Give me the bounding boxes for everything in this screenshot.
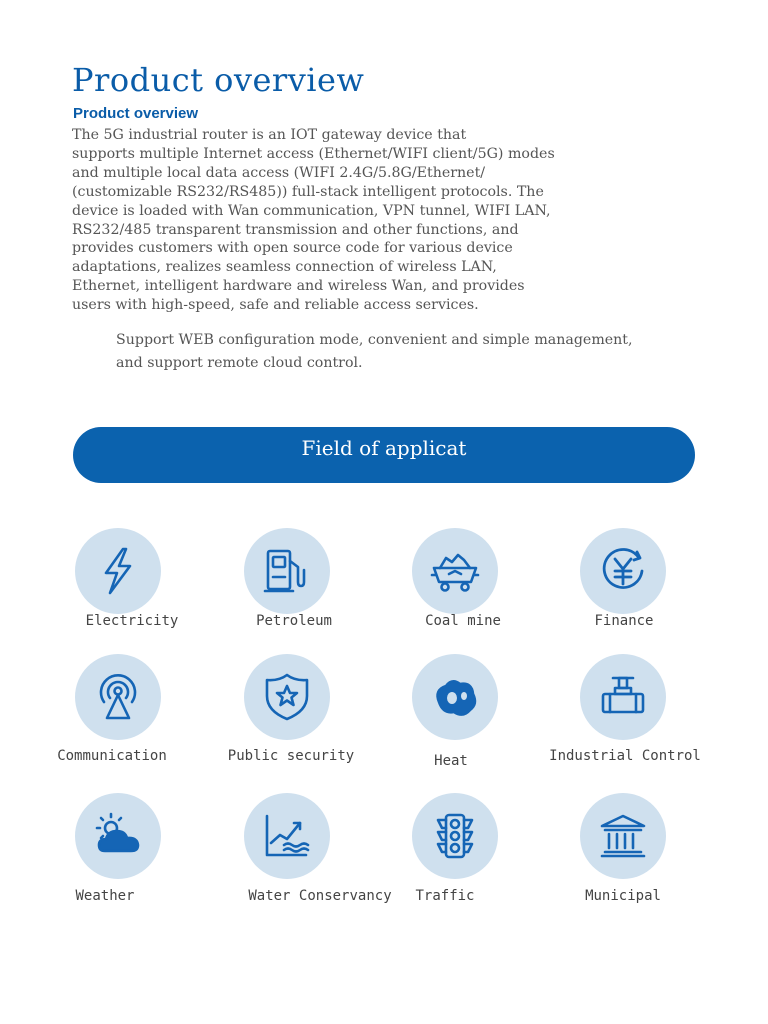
overview-paragraph: The 5G industrial router is an IOT gateway device that supports multiple Internet access (Ethernet/WIFI client/5G) modes and multiple local data access (WIFI 2.4G/5.8G/Ethernet/ (customizable RS232/RS485)) full-stack intelligent protocols. The device is loaded with Wan communication, VPN tunnel, WIFI LAN, RS232/485 transparent transmission and other functions, and provides customers with open source code for various device adaptations, realizes seamless connection of wireless LAN, Ethernet, intelligent hardware and wireless Wan, and provides users with high-speed, safe and reliable access services. xyxy=(72,127,555,314)
field-label-industrial-control: Industrial Control xyxy=(549,748,701,764)
field-label-weather: Weather xyxy=(75,888,135,904)
field-label-finance: Finance xyxy=(594,613,654,629)
section-subheading: Product overview xyxy=(73,105,199,122)
sun-cloud-icon xyxy=(75,793,161,879)
field-label-communication: Communication xyxy=(57,748,167,764)
heat-icon xyxy=(412,654,498,740)
fuel-pump-icon xyxy=(244,528,330,614)
building-columns-icon xyxy=(580,793,666,879)
field-label-public-security: Public security xyxy=(227,748,355,764)
yen-coin-icon xyxy=(580,528,666,614)
field-label-municipal: Municipal xyxy=(585,888,661,904)
field-label-traffic: Traffic xyxy=(415,888,475,904)
page-title: Product overview xyxy=(72,61,365,99)
field-label-electricity: Electricity xyxy=(85,613,179,629)
web-config-paragraph: Support WEB configuration mode, convenient and simple management, and support remote cloud control. xyxy=(116,332,633,371)
field-label-water-conservancy: Water Conservancy xyxy=(248,888,392,904)
traffic-light-icon xyxy=(412,793,498,879)
water-chart-icon xyxy=(244,793,330,879)
field-label-coal-mine: Coal mine xyxy=(425,613,501,629)
lightning-icon xyxy=(75,528,161,614)
field-label-heat: Heat xyxy=(434,753,468,769)
field-label-petroleum: Petroleum xyxy=(256,613,332,629)
valve-pipe-icon xyxy=(580,654,666,740)
mine-cart-icon xyxy=(412,528,498,614)
banner-label: Field of applicat xyxy=(301,436,467,460)
star-shield-icon xyxy=(244,654,330,740)
radio-tower-icon xyxy=(75,654,161,740)
